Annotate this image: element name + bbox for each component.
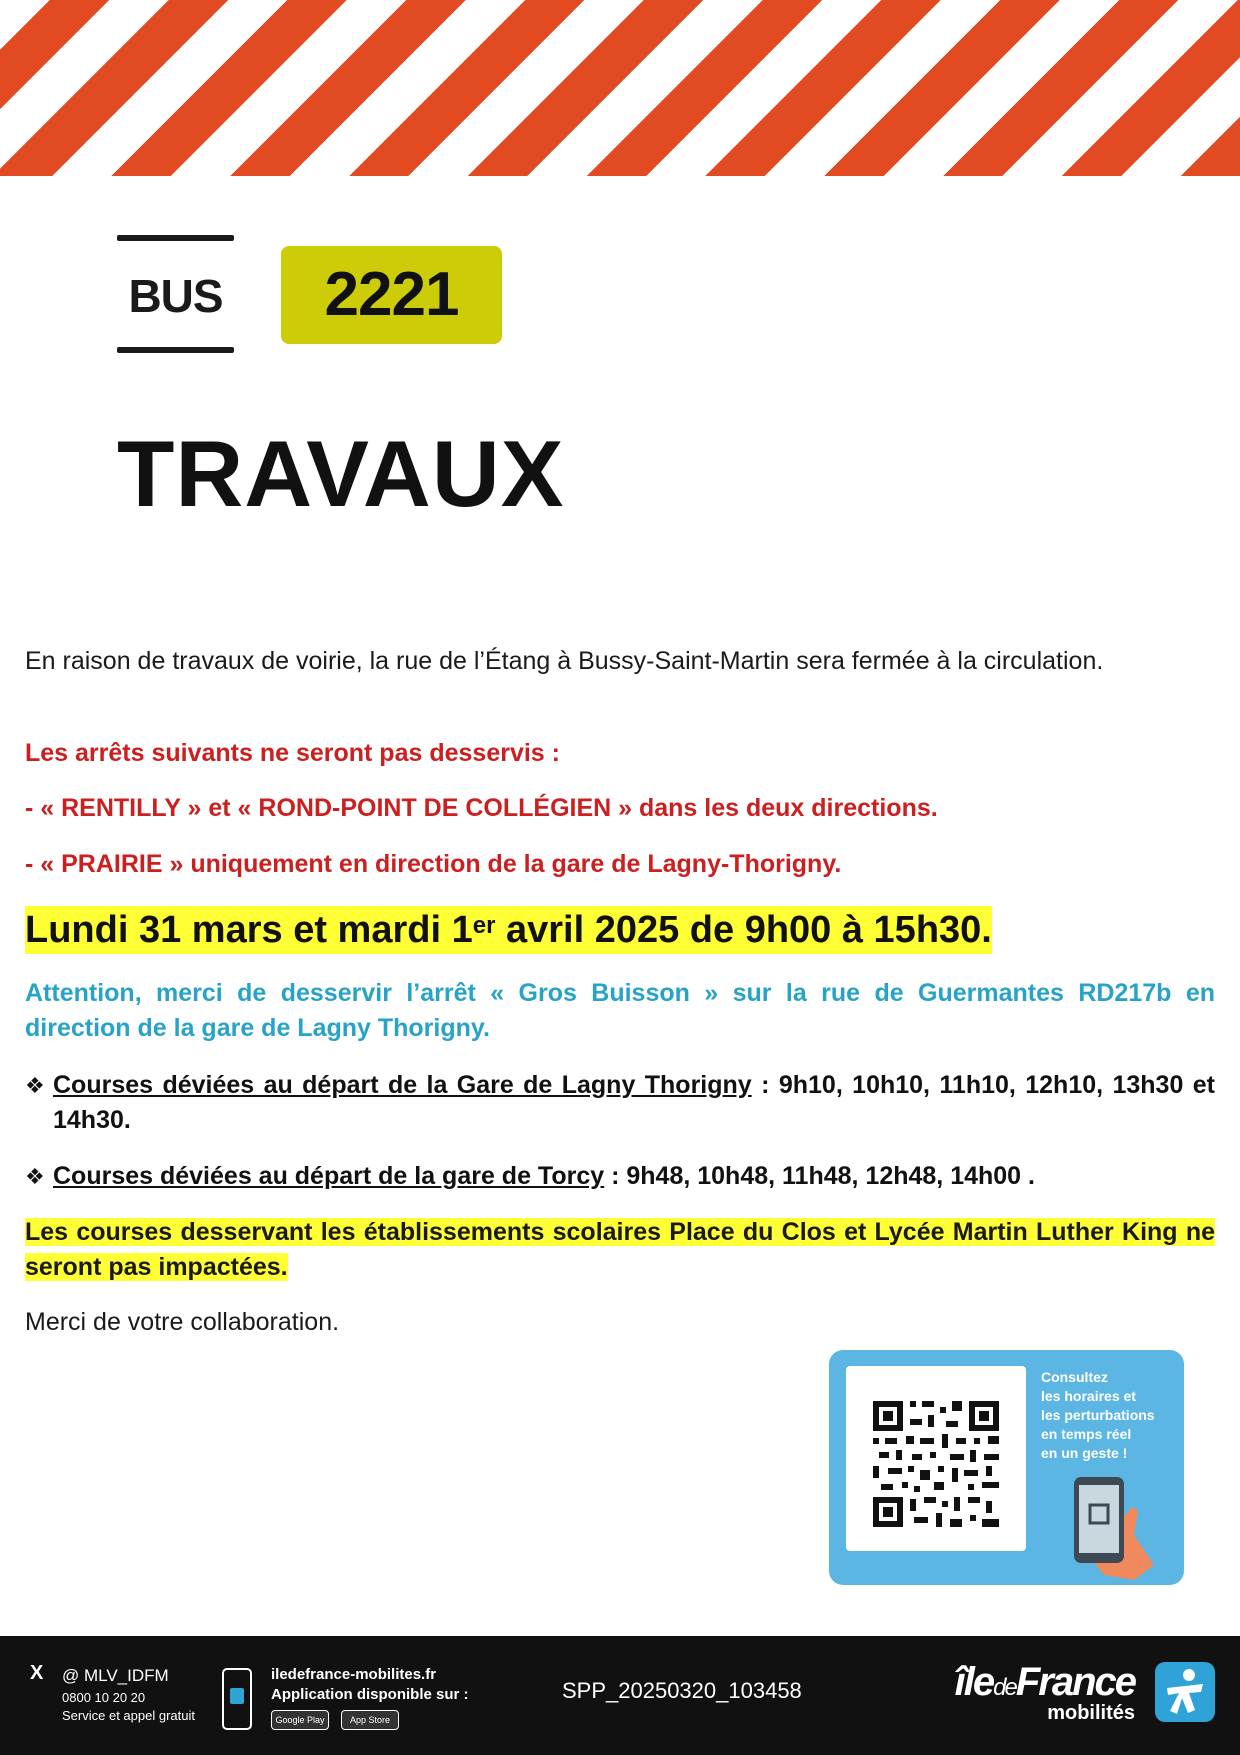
phone-number: 0800 10 20 20 <box>62 1690 146 1705</box>
bullet-lagny <box>25 1068 1215 1138</box>
logo-de: de <box>993 1674 1016 1701</box>
hazard-stripes <box>0 0 1240 176</box>
bullet-torcy <box>25 1159 1215 1194</box>
logo-france: France <box>1015 1660 1135 1704</box>
bullet-torcy-times: : 9h48, 10h48, 11h48, 12h48, 14h00 . <box>604 1162 1035 1190</box>
qr-card <box>829 1350 1184 1585</box>
qr-caption <box>1041 1368 1181 1463</box>
thanks-text: Merci de votre collaboration. <box>25 1308 340 1336</box>
qr-caption-line-5: en un geste ! <box>1041 1445 1128 1461</box>
line-number-badge: 2221 <box>281 246 502 344</box>
social-handle[interactable]: @ MLV_IDFM <box>62 1666 169 1685</box>
date-banner <box>25 906 992 954</box>
page-title: TRAVAUX <box>117 421 565 526</box>
idfm-person-icon <box>1155 1662 1215 1722</box>
logo-ile: île <box>954 1660 994 1704</box>
stops-heading: Les arrêts suivants ne seront pas desservis : <box>25 739 560 767</box>
idfm-logo <box>910 1658 1215 1733</box>
bullet-lagny-text <box>53 1068 1215 1138</box>
schools-note-text: Les courses desservant les établissements scolaires Place du Clos et Lycée Martin Luther King ne seront pas impactées. <box>25 1218 1215 1281</box>
footer <box>0 1636 1240 1755</box>
date-sup: er <box>472 912 496 939</box>
date-part-1: Lundi 31 mars et mardi 1 <box>25 909 473 951</box>
bus-label: BUS <box>128 270 223 322</box>
bottom-rule <box>117 347 234 353</box>
diamond-bullet-icon: ❖ <box>25 1164 45 1189</box>
bullet-lagny-label: Courses déviées au départ de la Gare de Lagny Thorigny <box>53 1071 752 1099</box>
qr-code-panel[interactable] <box>846 1366 1026 1551</box>
qr-caption-line-4: en temps réel <box>1041 1426 1132 1442</box>
bullet-lagny-times: : 9h10, 10h10, 11h10, 12h10, 13h30 et 14h30. <box>53 1071 1215 1134</box>
schools-note <box>25 1215 1215 1285</box>
qr-caption-line-1: Consultez <box>1041 1369 1108 1385</box>
diamond-bullet-icon: ❖ <box>25 1073 45 1098</box>
x-icon[interactable]: X <box>30 1662 44 1684</box>
bullet-torcy-label: Courses déviées au départ de la gare de Torcy <box>53 1162 605 1190</box>
google-play-badge[interactable]: Google Play <box>271 1710 329 1730</box>
date-part-2: avril 2025 de 9h00 à 15h30. <box>495 909 992 951</box>
document-reference: SPP_20250320_103458 <box>562 1678 802 1703</box>
service-note: Service et appel gratuit <box>62 1708 195 1723</box>
website-link[interactable]: iledefrance-mobilites.fr <box>271 1666 437 1683</box>
stop-line-2: - « PRAIRIE » uniquement en direction de la gare de Lagny-Thorigny. <box>25 850 842 878</box>
top-rule <box>117 235 234 241</box>
qr-caption-line-2: les horaires et <box>1041 1388 1136 1404</box>
stop-line-1: - « RENTILLY » et « ROND-POINT DE COLLÉGIEN » dans les deux directions. <box>25 794 938 822</box>
app-store-badge[interactable]: App Store <box>341 1710 399 1730</box>
smartphone-icon <box>222 1668 252 1730</box>
hand-phone-icon <box>1044 1455 1174 1580</box>
mode-label <box>117 235 234 353</box>
logo-wordmark <box>955 1660 1135 1705</box>
attention-text: Attention, merci de desservir l’arrêt « Gros Buisson » sur la rue de Guermantes RD217b en direction de la gare de Lagny Thorigny. <box>25 979 1215 1042</box>
intro-text: En raison de travaux de voirie, la rue de l’Étang à Bussy-Saint-Martin sera fermée à la circulation. <box>25 647 1104 675</box>
bullet-torcy-text <box>53 1159 1215 1194</box>
logo-mobilites: mobilités <box>1047 1702 1135 1724</box>
qr-caption-line-3: les perturbations <box>1041 1407 1155 1423</box>
qr-code-icon <box>846 1366 1026 1551</box>
app-available-text: Application disponible sur : <box>271 1686 469 1703</box>
